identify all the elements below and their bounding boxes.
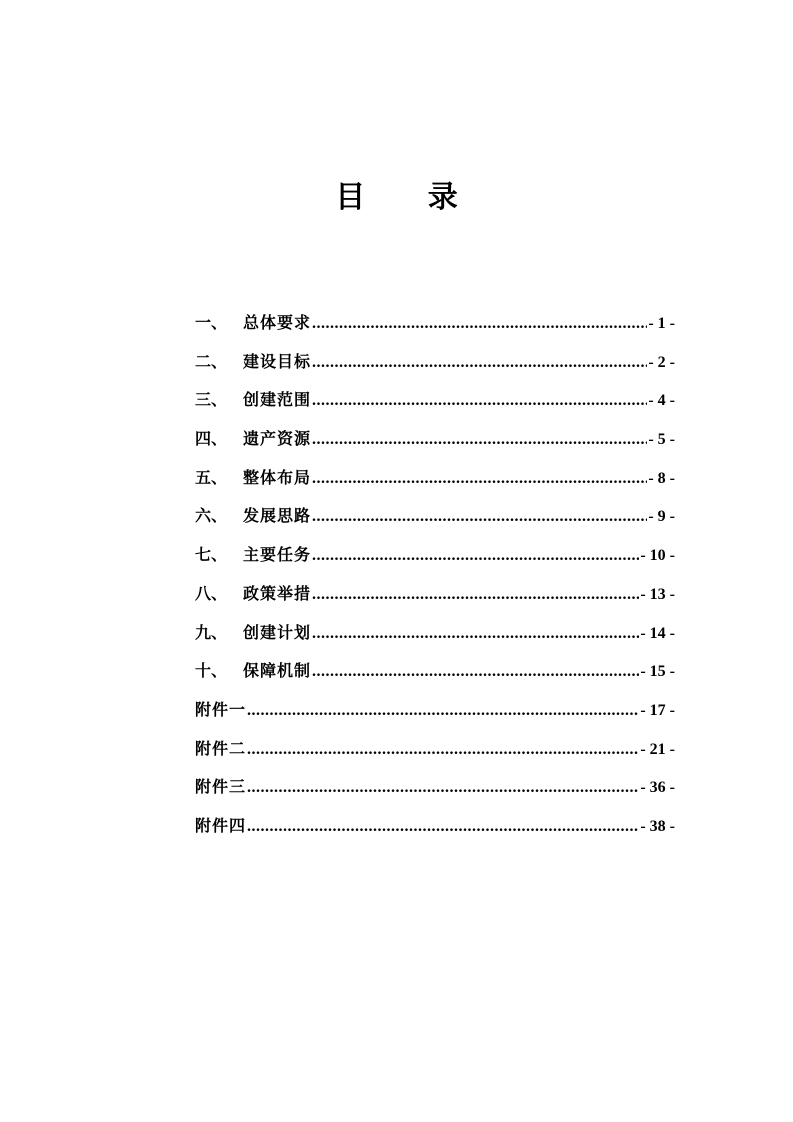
toc-entry[interactable] [195, 463, 675, 502]
toc-entry-page: - 5 - [648, 431, 675, 449]
toc-entry-number: 四、 [195, 429, 228, 449]
toc-entry-number: 八、 [195, 583, 228, 603]
page-title: 目 录 [335, 180, 484, 215]
toc-entry-number: 七、 [195, 545, 228, 565]
toc-entry-page: - 21 - [640, 740, 675, 758]
toc-dot-leader [247, 696, 639, 726]
toc-entry-page: - 1 - [648, 315, 675, 332]
toc-dot-leader [247, 735, 639, 765]
toc-entry-page: - 2 - [648, 353, 675, 371]
toc-entry[interactable] [195, 618, 675, 657]
toc-entry[interactable] [195, 656, 675, 695]
toc-entry-page: - 9 - [648, 508, 675, 526]
toc-entry-label: 创建计划 [243, 622, 312, 642]
toc-dot-leader [312, 541, 639, 571]
toc-entry[interactable] [195, 811, 675, 850]
toc-entry[interactable] [195, 540, 675, 579]
toc-entry-page: - 14 - [640, 624, 675, 642]
toc-entry-number: 六、 [195, 506, 228, 526]
toc-entry-page: - 15 - [640, 663, 675, 681]
toc-entry[interactable] [195, 734, 675, 773]
toc-entry-label: 附件一 [195, 699, 247, 719]
toc-entry[interactable] [195, 347, 675, 386]
toc-dot-leader [247, 812, 639, 842]
toc-entry-label: 创建范围 [243, 390, 312, 410]
toc-dot-leader [312, 657, 639, 687]
toc-entry-label: 保障机制 [243, 661, 312, 681]
toc-entry-label: 发展思路 [243, 506, 312, 526]
toc-entry-label: 主要任务 [243, 545, 312, 565]
toc-entry-page: - 10 - [640, 547, 675, 565]
toc-entry[interactable] [195, 772, 675, 811]
toc-entry[interactable] [195, 501, 675, 540]
toc-entry[interactable] [195, 695, 675, 734]
toc-entry-number: 五、 [195, 467, 228, 487]
toc-entry[interactable] [195, 424, 675, 463]
toc-entry-number: 十、 [195, 661, 228, 681]
toc-dot-leader [312, 502, 647, 532]
table-of-contents [195, 308, 675, 850]
toc-entry-label: 附件三 [195, 777, 247, 797]
toc-entry[interactable] [195, 579, 675, 618]
toc-dot-leader [312, 464, 647, 494]
toc-entry-page: - 8 - [648, 469, 675, 487]
toc-entry-page: - 4 - [648, 392, 675, 410]
toc-entry-label: 整体布局 [243, 467, 312, 487]
toc-entry-label: 遗产资源 [243, 429, 312, 449]
toc-entry-page: - 36 - [640, 779, 675, 797]
toc-entry-page: - 17 - [640, 701, 675, 719]
toc-entry-label: 建设目标 [243, 351, 312, 371]
toc-entry-number: 二、 [195, 351, 228, 371]
toc-entry-page: - 13 - [640, 585, 675, 603]
toc-entry[interactable] [195, 385, 675, 424]
toc-entry[interactable] [195, 308, 675, 347]
toc-dot-leader [312, 425, 647, 455]
toc-dot-leader [247, 773, 639, 803]
toc-dot-leader [312, 386, 647, 416]
toc-dot-leader [312, 580, 639, 610]
toc-entry-number: 三、 [195, 390, 228, 410]
toc-entry-number: 九、 [195, 622, 228, 642]
toc-entry-label: 总体要求 [243, 313, 312, 332]
toc-entry-page: - 38 - [640, 817, 675, 835]
toc-entry-label: 附件四 [195, 815, 247, 835]
toc-dot-leader [312, 619, 639, 649]
toc-entry-label: 附件二 [195, 738, 247, 758]
toc-entry-number: 一、 [195, 313, 228, 332]
toc-dot-leader [312, 348, 647, 378]
toc-dot-leader [312, 309, 647, 339]
toc-entry-label: 政策举措 [243, 583, 312, 603]
